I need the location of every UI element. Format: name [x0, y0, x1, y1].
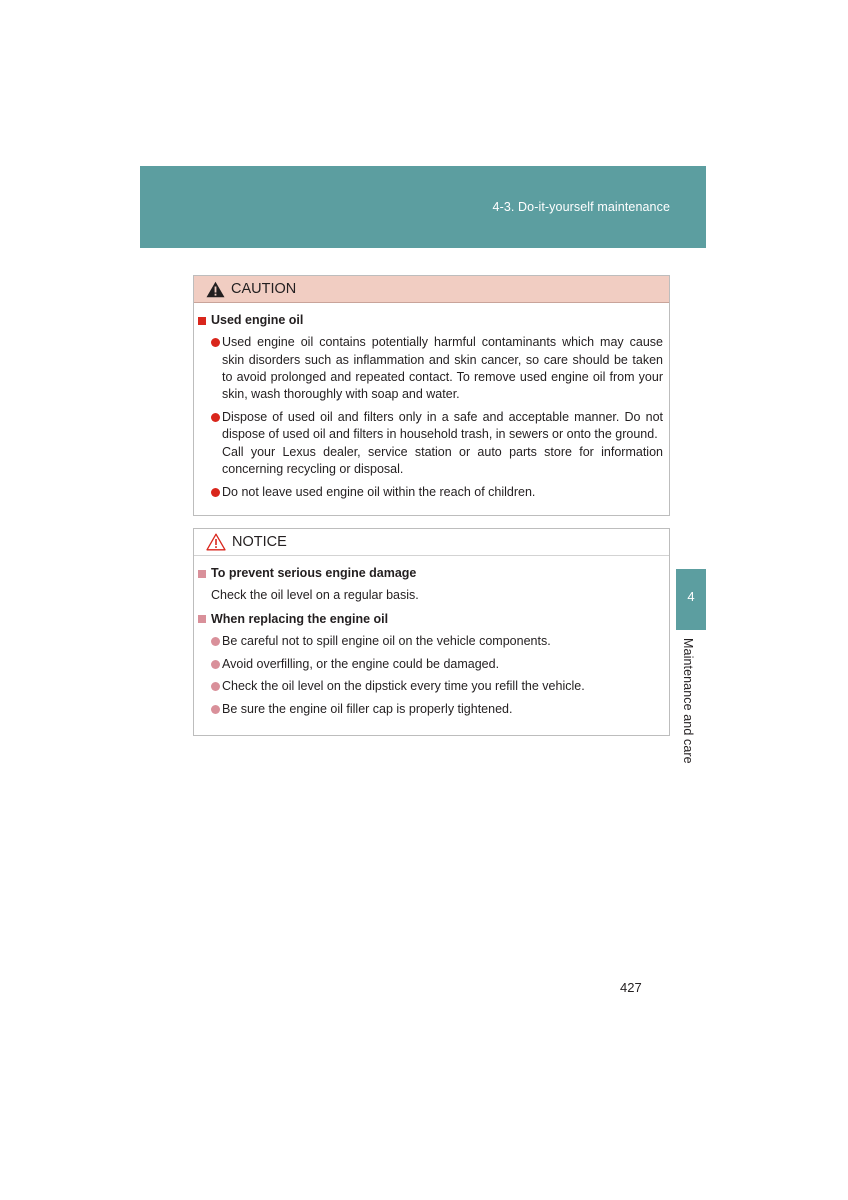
- caution-body: [194, 303, 669, 501]
- bullet-dot-icon: [211, 705, 220, 714]
- caution-box: [193, 275, 670, 516]
- notice-box: [193, 528, 670, 736]
- page-number: 427: [620, 980, 642, 995]
- notice-bullet-text: Be careful not to spill engine oil on the vehicle components.: [222, 633, 551, 648]
- caution-header: [194, 276, 669, 303]
- bullet-dot-icon: [211, 488, 220, 497]
- square-bullet-icon: [198, 615, 206, 623]
- chapter-number: 4: [687, 589, 695, 604]
- notice-section-title-text: When replacing the engine oil: [211, 611, 389, 626]
- list-item: [198, 409, 663, 478]
- caution-bullet-text: Dispose of used oil and filters only in a safe and acceptable manner. Do not dispose of used oil and filters in household trash, in sewers or onto the ground.: [222, 409, 663, 442]
- caution-label: CAUTION: [231, 281, 297, 297]
- notice-section-title: [198, 565, 663, 582]
- bullet-dot-icon: [211, 637, 220, 646]
- list-item: [198, 656, 663, 673]
- notice-bullet-text: Be sure the engine oil filler cap is properly tightened.: [222, 702, 513, 717]
- notice-label: NOTICE: [232, 534, 287, 550]
- list-item: [198, 678, 663, 695]
- list-item: [198, 334, 663, 403]
- list-item: [198, 701, 663, 718]
- caution-section-title: [198, 312, 663, 329]
- notice-body: [194, 556, 669, 719]
- bullet-dot-icon: [211, 682, 220, 691]
- notice-section-title-text: To prevent serious engine damage: [211, 566, 417, 580]
- caution-bullet-text: Do not leave used engine oil within the reach of children.: [222, 484, 536, 499]
- notice-bullet-text: Check the oil level on the dipstick every time you refill the vehicle.: [222, 679, 585, 694]
- bullet-dot-icon: [211, 413, 220, 422]
- warning-triangle-icon: [206, 281, 225, 298]
- header-band: [140, 166, 706, 248]
- section-header-title: 4-3. Do-it-yourself maintenance: [492, 200, 670, 214]
- square-bullet-icon: [198, 570, 206, 578]
- notice-triangle-icon: [206, 533, 226, 551]
- notice-bullet-text: Avoid overfilling, or the engine could be damaged.: [222, 656, 500, 671]
- notice-text: Check the oil level on a regular basis.: [211, 588, 419, 603]
- bullet-dot-icon: [211, 338, 220, 347]
- notice-section-title: [198, 611, 663, 628]
- notice-header: [194, 529, 669, 556]
- bullet-dot-icon: [211, 660, 220, 669]
- chapter-label: Maintenance and care: [681, 638, 695, 764]
- list-item: [198, 484, 663, 501]
- list-item: [198, 633, 663, 650]
- caution-bullet-text: Call your Lexus dealer, service station or auto parts store for information concerning recycling or disposal.: [222, 444, 663, 476]
- chapter-tab[interactable]: [676, 569, 706, 630]
- caution-section-title-text: Used engine oil: [211, 313, 304, 327]
- caution-bullet-text: Used engine oil contains potentially harmful contaminants which may cause skin disorders such as inflammation and skin cancer, so care should be taken to avoid prolonged and repeated contact. To remove used engine oil from your skin, wash thoroughly with soap and water.: [222, 335, 663, 402]
- square-bullet-icon: [198, 317, 206, 325]
